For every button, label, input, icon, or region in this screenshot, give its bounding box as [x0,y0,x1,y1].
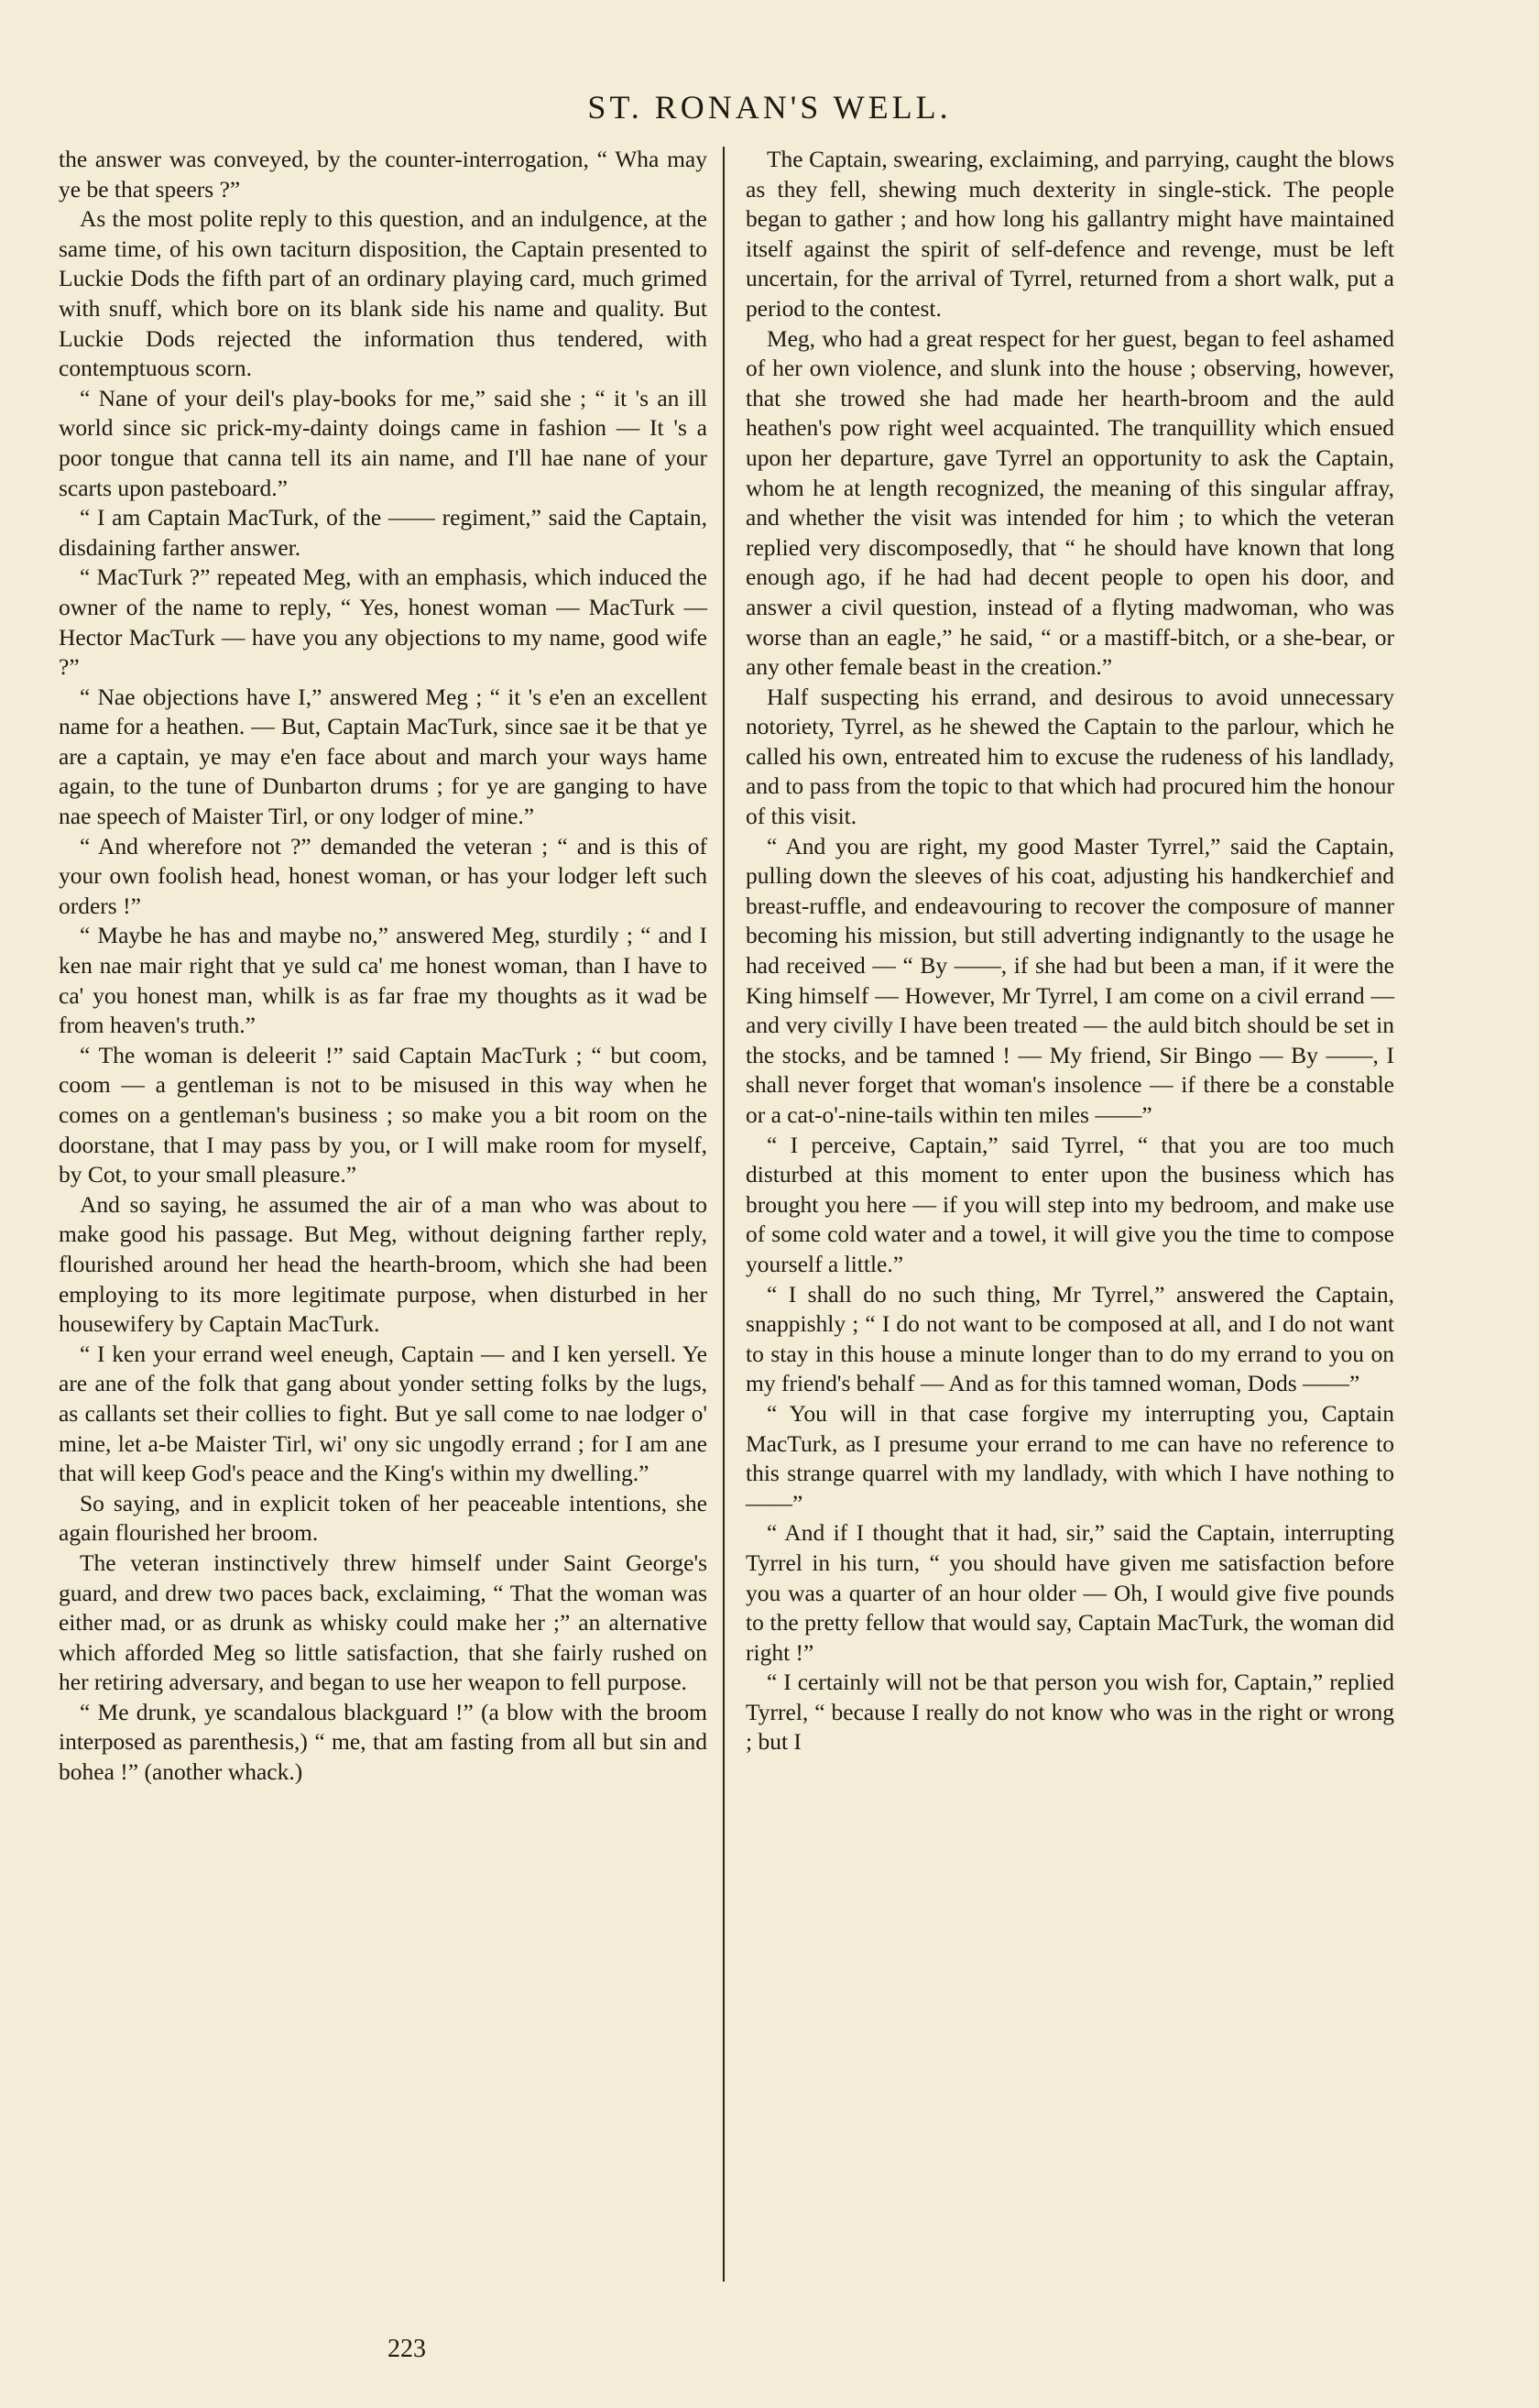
paragraph: “ Maybe he has and maybe no,” answered Meg, sturdily ; “ and I ken nae mair right that ye suld ca' me honest woman, than I have to ca' you honest man, whilk is as far frae my thoughts as it wad be from heaven's truth.” [59,922,707,1039]
paragraph: “ I certainly will not be that person you wish for, Captain,” replied Tyrrel, “ because I really do not know who was in the right or wrong ; but I [746,1669,1394,1756]
paragraph: “ I ken your errand weel eneugh, Captain — and I ken yersell. Ye are ane of the folk that gang about yonder setting folks by the lugs, as callants set their collies to fight. But ye sall come to nae lodger o' mine, let a-be Maister Tirl, wi' ony sic ungodly errand ; for I am ane that will keep God's peace and the King's within my dwelling.” [59,1340,707,1487]
paragraph: “ Nae objections have I,” answered Meg ; “ it 's e'en an excellent name for a heathen. — But, Captain MacTurk, since sae it be that ye are a captain, ye may e'en face about and march your ways hame again, to the tune of Dunbarton drums ; for ye are ganging to have nae speech of Maister Tirl, or ony lodger of mine.” [59,683,707,830]
page-number: 223 [387,2335,426,2363]
paragraph: Half suspecting his errand, and desirous to avoid unnecessary notoriety, Tyrrel, as he shewed the Captain to the parlour, which he called his own, entreated him to excuse the rudeness of his landlady, and to pass from the topic to that which had procured him the honour of this visit. [746,683,1394,830]
column-divider [723,147,725,2282]
paragraph: “ And if I thought that it had, sir,” said the Captain, interrupting Tyrrel in his turn, “ you should have given me satisfaction before you was a quarter of an hour older — Oh, I would give five pounds to the pretty fellow that would say, Captain MacTurk, the woman did right !” [746,1519,1394,1666]
paragraph: As the most polite reply to this question, and an indulgence, at the same time, of his own taciturn disposition, the Captain presented to Luckie Dods the fifth part of an ordinary playing card, much grimed with snuff, which bore on its blank side his name and quality. But Luckie Dods rejected the information thus tendered, with contemptuous scorn. [59,205,707,382]
paragraph: “ I perceive, Captain,” said Tyrrel, “ that you are too much disturbed at this moment to enter upon the business which has brought you here — if you will step into my bedroom, and make use of some cold water and a towel, it will give you the time to compose yourself a little.” [746,1131,1394,1277]
paragraph: And so saying, he assumed the air of a man who was about to make good his passage. But Meg, without deigning farther reply, flourished around her head the hearth-broom, which she had been employing to its more legitimate purpose, when disturbed in her housewifery by Captain MacTurk. [59,1190,707,1338]
paragraph: “ The woman is deleerit !” said Captain MacTurk ; “ but coom, coom — a gentleman is not to be misused in this way when he comes on a gentleman's business ; so make you a bit room on the doorstane, that I may pass by you, or I will make room for myself, by Cot, to your small pleasure.” [59,1041,707,1188]
paragraph: the answer was conveyed, by the counter-interrogation, “ Wha may ye be that speers ?” [59,146,707,202]
paragraph: “ And wherefore not ?” demanded the veteran ; “ and is this of your own foolish head, honest woman, or has your lodger left such orders !” [59,832,707,919]
running-header: ST. RONAN'S WELL. [587,89,952,126]
paragraph: “ And you are right, my good Master Tyrrel,” said the Captain, pulling down the sleeves of his coat, adjusting his handkerchief and breast-ruffle, and endeavouring to recover the composure of manner becoming his mission, but still adverting indignantly to the usage he had received — “ By ——, if she had but been a man, if it were the King himself — However, Mr Tyrrel, I am come on a civil errand — and very civilly I have been treated — the auld bitch should be set in the stocks, and be tamned ! — My friend, Sir Bingo — By ——, I shall never forget that woman's insolence — if there be a constable or a cat-o'-nine-tails within ten miles ——” [746,832,1394,1128]
paragraph: “ Nane of your deil's play-books for me,” said she ; “ it 's an ill world since sic prick-my-dainty doings came in fashion — It 's a poor tongue that canna tell its ain name, and I'll hae nane of your scarts upon pasteboard.” [59,384,707,501]
paragraph: “ Me drunk, ye scandalous blackguard !” (a blow with the broom interposed as parenthesis,) “ me, that am fasting from all but sin and bohea !” (another whack.) [59,1698,707,1786]
paragraph: “ I shall do no such thing, Mr Tyrrel,” answered the Captain, snappishly ; “ I do not want to be composed at all, and I do not want to stay in this house a minute longer than to do my errand to you on my friend's behalf — And as for this tamned woman, Dods ——” [746,1280,1394,1397]
paragraph: So saying, and in explicit token of her peaceable intentions, she again flourished her broom. [59,1489,707,1547]
paragraph: “ MacTurk ?” repeated Meg, with an emphasis, which induced the owner of the name to reply, “ Yes, honest woman — MacTurk — Hector MacTurk — have you any objections to my name, good wife ?” [59,564,707,681]
paragraph: The veteran instinctively threw himself under Saint George's guard, and drew two paces back, exclaiming, “ That the woman was either mad, or as drunk as whisky could make her ;” an alternative which afforded Meg so little satisfaction, that she fairly rushed on her retiring adversary, and began to use her weapon to fell purpose. [59,1549,707,1696]
left-column [59,145,707,1788]
paragraph: The Captain, swearing, exclaiming, and parrying, caught the blows as they fell, shewing much dexterity in single-stick. The people began to gather ; and how long his gallantry might have maintained itself against the spirit of self-defence and revenge, must be left uncertain, for the arrival of Tyrrel, returned from a short walk, put a period to the contest. [746,146,1394,322]
paragraph: “ You will in that case forgive my interrupting you, Captain MacTurk, as I presume your errand to me can have no reference to this strange quarrel with my landlady, with which I have nothing to ——” [746,1399,1394,1516]
paragraph: Meg, who had a great respect for her guest, began to feel ashamed of her own violence, and slunk into the house ; observing, however, that she trowed she had made her hearth-broom and the auld heathen's pow right weel acquainted. The tranquillity which ensued upon her departure, gave Tyrrel an opportunity to ask the Captain, whom he at length recognized, the meaning of this singular affray, and whether the visit was intended for him ; to which the veteran replied very discomposedly, that “ he should have known that long enough ago, if he had had decent people to open his door, and answer a civil question, instead of a flyting madwoman, who was worse than an eagle,” he said, “ or a mastiff-bitch, or a she-bear, or any other female beast in the creation.” [746,324,1394,681]
right-column [746,145,1394,1757]
paragraph: “ I am Captain MacTurk, of the —— regiment,” said the Captain, disdaining farther answer. [59,504,707,561]
